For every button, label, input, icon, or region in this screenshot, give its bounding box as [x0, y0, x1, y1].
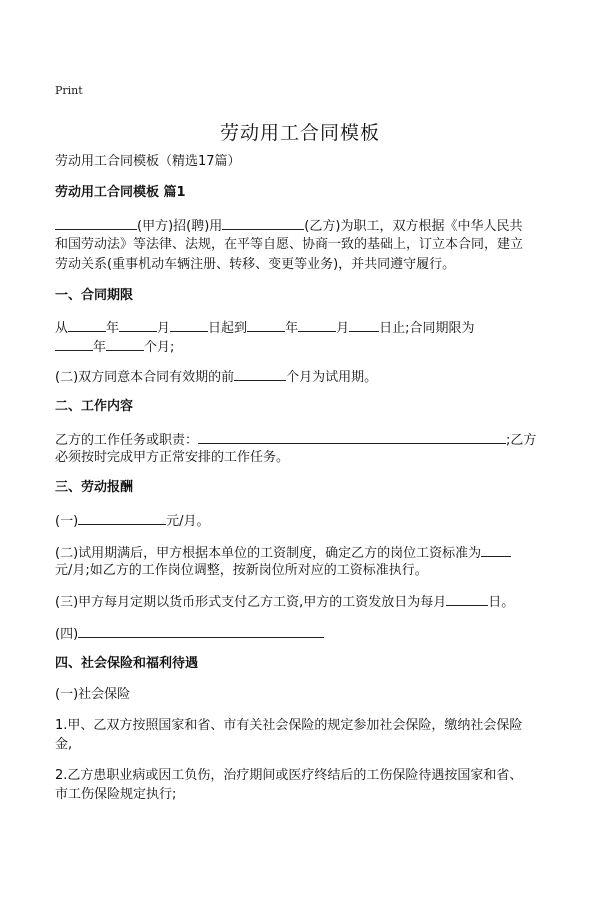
post-wage-blank [481, 543, 511, 557]
heading-work-content: 二、工作内容 [55, 399, 134, 414]
pay4-prefix: (四) [55, 627, 79, 642]
intro-text-2: (乙方)为职工，双方根据《中华人民共 [304, 219, 523, 234]
payday-blank [446, 592, 488, 606]
pay-line-2a [55, 543, 555, 563]
term-year2: 年 [93, 340, 107, 355]
section-title: 劳动用工合同模板 篇1 [55, 185, 186, 200]
start-day-blank [170, 318, 208, 332]
pay1-prefix: (一) [55, 514, 79, 529]
salary-blank [78, 511, 166, 525]
pay2-line1: (二)试用期满后，甲方根据本单位的工资制度，确定乙方的岗位工资标准为 [55, 546, 482, 561]
term-month-end: 月 [336, 321, 350, 336]
start-month-blank [119, 318, 157, 332]
work-line-2: 必须按时完成甲方正常安排的工作任务。 [55, 450, 290, 465]
pay-line-1 [55, 511, 555, 531]
work-line-1 [55, 430, 555, 450]
end-day-blank [349, 318, 379, 332]
pay3-suffix: 日。 [488, 595, 515, 610]
page-title: 劳动用工合同模板 [219, 122, 380, 144]
term-months-blank [106, 337, 144, 351]
term-months: 个月; [144, 340, 175, 355]
term-month: 月 [157, 321, 171, 336]
start-year-blank [68, 318, 106, 332]
term-year: 年 [106, 321, 120, 336]
insurance-item-2b: 市工伤保险规定执行; [55, 787, 177, 802]
intro-line-2: 和国劳动法》等法律、法规，在平等自愿、协商一致的基础上，订立本合同，建立 [55, 237, 524, 252]
party-a-blank [55, 216, 137, 230]
insurance-item-1b: 金, [55, 737, 73, 752]
term-years-blank [55, 337, 93, 351]
pay4-blank [78, 624, 324, 638]
pay-line-2b: 元/月;如乙方的工作岗位调整，按新岗位所对应的工资标准执行。 [55, 563, 428, 578]
probation-blank [234, 367, 286, 381]
intro-text-1: (甲方)招(聘)用 [137, 219, 223, 234]
intro-line-3: 劳动关系(重事机动车辆注册、转移、变更等业务)，并共同遵守履行。 [55, 257, 456, 272]
insurance-item-1a: 1.甲、乙双方按照国家和省、市有关社会保险的规定参加社会保险，缴纳社会保险 [55, 718, 523, 733]
pay1-suffix: 元/月。 [166, 514, 210, 529]
heading-remuneration: 三、劳动报酬 [55, 480, 134, 495]
term-day-end: 日止;合同期限为 [379, 321, 475, 336]
pay-line-3 [55, 592, 555, 612]
work-duties-blank [198, 430, 506, 444]
probation-line [55, 367, 555, 387]
term-line-1 [55, 318, 555, 338]
end-month-blank [298, 318, 336, 332]
heading-social-insurance: 四、社会保险和福利待遇 [55, 656, 199, 671]
end-year-blank [247, 318, 285, 332]
insurance-title: (一)社会保险 [55, 687, 131, 702]
probation-suffix: 个月为试用期。 [286, 370, 378, 385]
print-label: Print [55, 84, 83, 97]
pay3-prefix: (三)甲方每月定期以货币形式支付乙方工资,甲方的工资发放日为每月 [55, 595, 447, 610]
heading-contract-term: 一、合同期限 [55, 288, 134, 303]
term-year-end: 年 [285, 321, 299, 336]
term-line-2 [55, 337, 555, 357]
doc-subtitle: 劳动用工合同模板（精选17篇） [55, 154, 241, 169]
pay-line-4 [55, 624, 555, 644]
probation-prefix: (二)双方同意本合同有效期的前 [55, 370, 235, 385]
party-b-blank [222, 216, 304, 230]
insurance-item-2a: 2.乙方患职业病或因工负伤，治疗期间或医疗终结后的工伤保险待遇按国家和省、 [55, 768, 523, 783]
term-from: 从 [55, 321, 69, 336]
work-prefix: 乙方的工作任务或职责： [55, 433, 199, 448]
intro-line-1 [55, 216, 555, 236]
work-suffix: ;乙方 [506, 433, 537, 448]
term-day-start: 日起到 [208, 321, 248, 336]
